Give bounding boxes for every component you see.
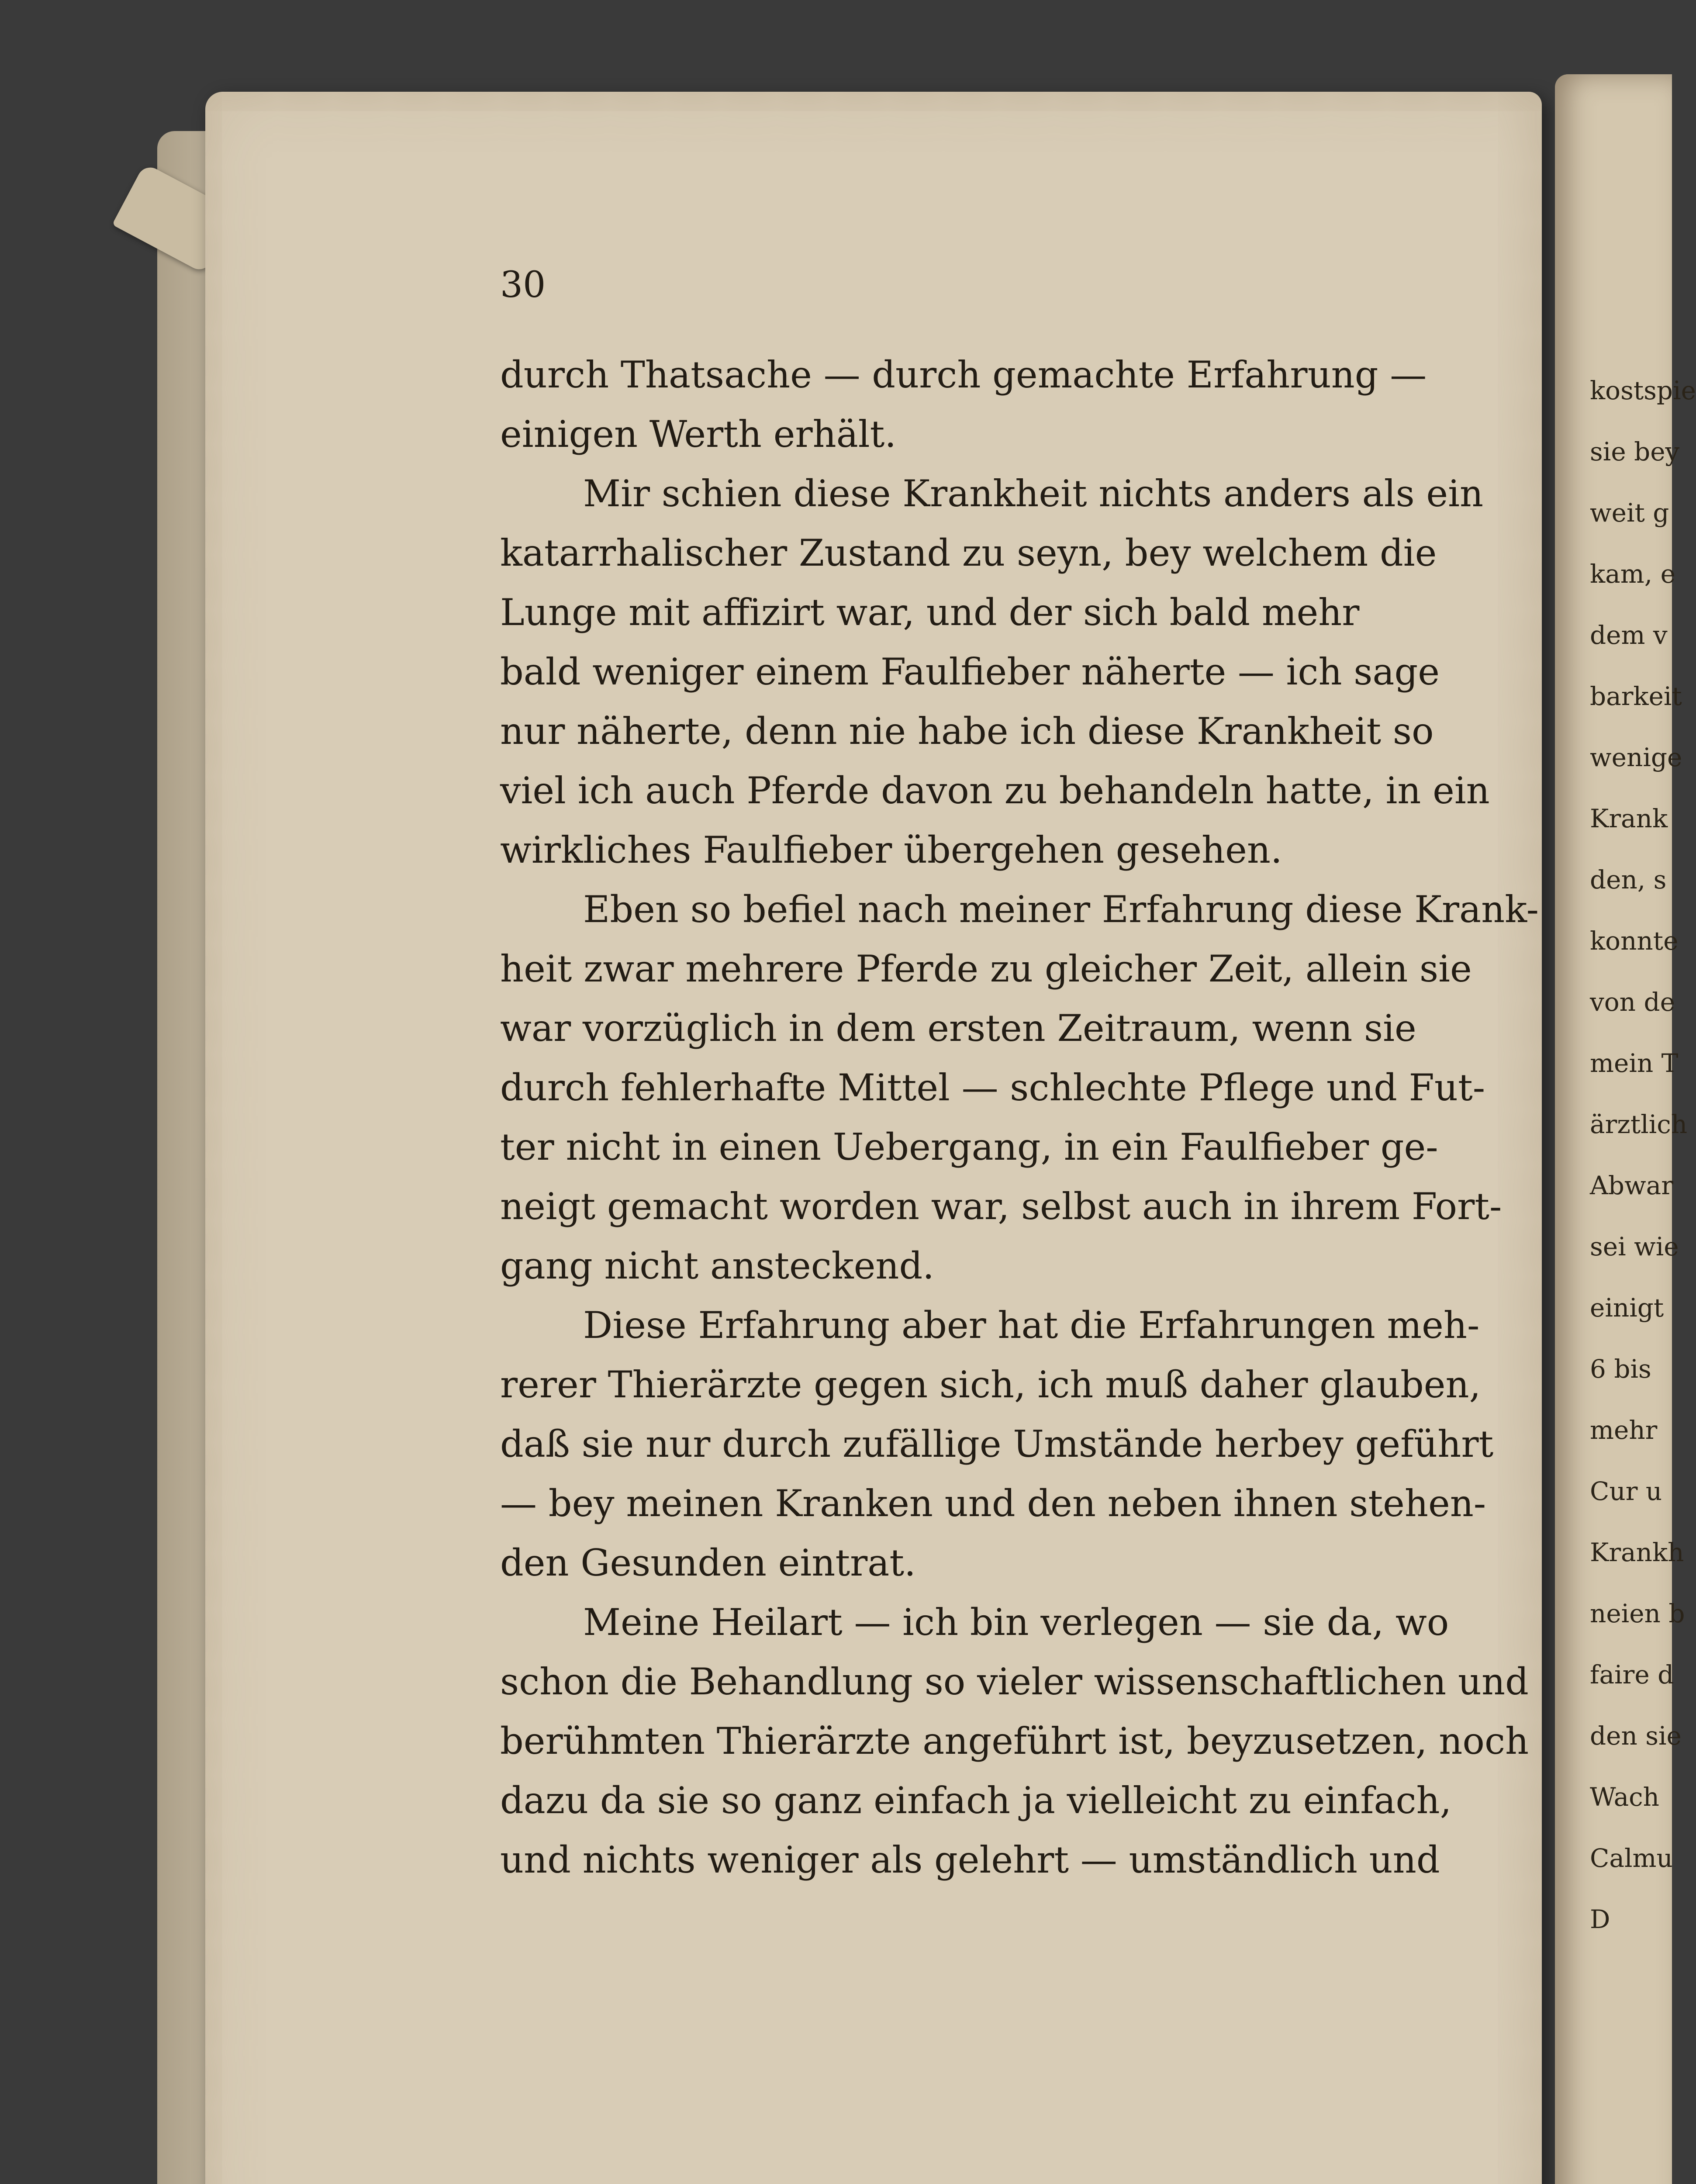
text-line: durch fehlerhafte Mittel — schlechte Pflege und Fut- [500,1066,1485,1109]
text-line: schon die Behandlung so vieler wissenschaftlichen und [500,1660,1529,1703]
right-page-line: Krank [1590,804,1668,833]
right-page-line: Abwar [1590,1171,1673,1200]
right-page-line: sie bey [1590,437,1680,467]
right-page-line: den sie [1590,1721,1682,1751]
right-page-line: faire d [1590,1660,1674,1690]
text-line: gang nicht ansteckend. [500,1244,934,1287]
right-page-line: D [1590,1904,1610,1934]
text-line: wirkliches Faulfieber übergehen gesehen. [500,829,1282,871]
text-line: Meine Heilart — ich bin verlegen — sie da, wo [583,1601,1449,1644]
right-page-line: Wach [1590,1782,1659,1812]
text-line: Eben so befiel nach meiner Erfahrung diese Krank- [583,888,1539,931]
right-page-line: dem v [1590,620,1668,650]
text-line: viel ich auch Pferde davon zu behandeln hatte, in ein [500,769,1490,812]
right-page-line: barkeit [1590,681,1682,711]
right-page-line: Cur u [1590,1476,1662,1506]
text-line: berühmten Thierärzte angeführt ist, beyzusetzen, noch [500,1720,1529,1762]
right-page-line: den, s [1590,865,1667,895]
text-line: und nichts weniger als gelehrt — umständlich und [500,1838,1440,1881]
book-page-right-fragment [1555,74,1696,2184]
right-page-line: wenige [1590,743,1682,772]
text-line: bald weniger einem Faulfieber näherte — ich sage [500,650,1440,693]
text-line: einigen Werth erhält. [500,413,897,456]
text-line: nur näherte, denn nie habe ich diese Krankheit so [500,710,1434,753]
right-page-line: neien b [1590,1599,1685,1628]
right-page-line: sei wie [1590,1232,1679,1261]
text-line: Diese Erfahrung aber hat die Erfahrungen meh- [583,1304,1480,1347]
page-text-block [500,345,1539,1890]
right-page-line: Krankh [1590,1538,1684,1567]
right-page-line: 6 bis [1590,1354,1651,1384]
page-number: 30 [500,264,546,306]
right-page-line: kostspie [1590,376,1696,405]
text-line: den Gesunden eintrat. [500,1541,916,1584]
right-page-line: mehr [1590,1415,1658,1445]
text-line: durch Thatsache — durch gemachte Erfahrung — [500,353,1427,396]
text-line: Mir schien diese Krankheit nichts anders als ein [583,472,1484,515]
right-page-line: mein T [1590,1048,1679,1078]
right-page-line: kam, e [1590,559,1675,589]
right-page-line: einigt [1590,1293,1664,1323]
text-line: ter nicht in einen Uebergang, in ein Faulfieber ge- [500,1126,1438,1168]
text-line: neigt gemacht worden war, selbst auch in ihrem Fort- [500,1185,1502,1228]
right-page-line: weit g [1590,498,1669,528]
right-page-line: Calmu [1590,1843,1673,1873]
text-line: katarrhalischer Zustand zu seyn, bey welchem die [500,532,1437,574]
right-page-line: konnte [1590,926,1679,956]
text-line: Lunge mit affizirt war, und der sich bald mehr [500,591,1360,634]
text-line: rerer Thierärzte gegen sich, ich muß daher glauben, [500,1363,1481,1406]
text-line: daß sie nur durch zufällige Umstände herbey geführt [500,1423,1494,1465]
text-line: heit zwar mehrere Pferde zu gleicher Zeit, allein sie [500,947,1472,990]
right-page-line: ärztlich [1590,1109,1688,1139]
right-page-line: von de [1590,987,1675,1017]
text-line: war vorzüglich in dem ersten Zeitraum, wenn sie [500,1007,1416,1050]
text-line: dazu da sie so ganz einfach ja vielleicht zu einfach, [500,1779,1452,1822]
text-line: — bey meinen Kranken und den neben ihnen stehen- [500,1482,1486,1525]
